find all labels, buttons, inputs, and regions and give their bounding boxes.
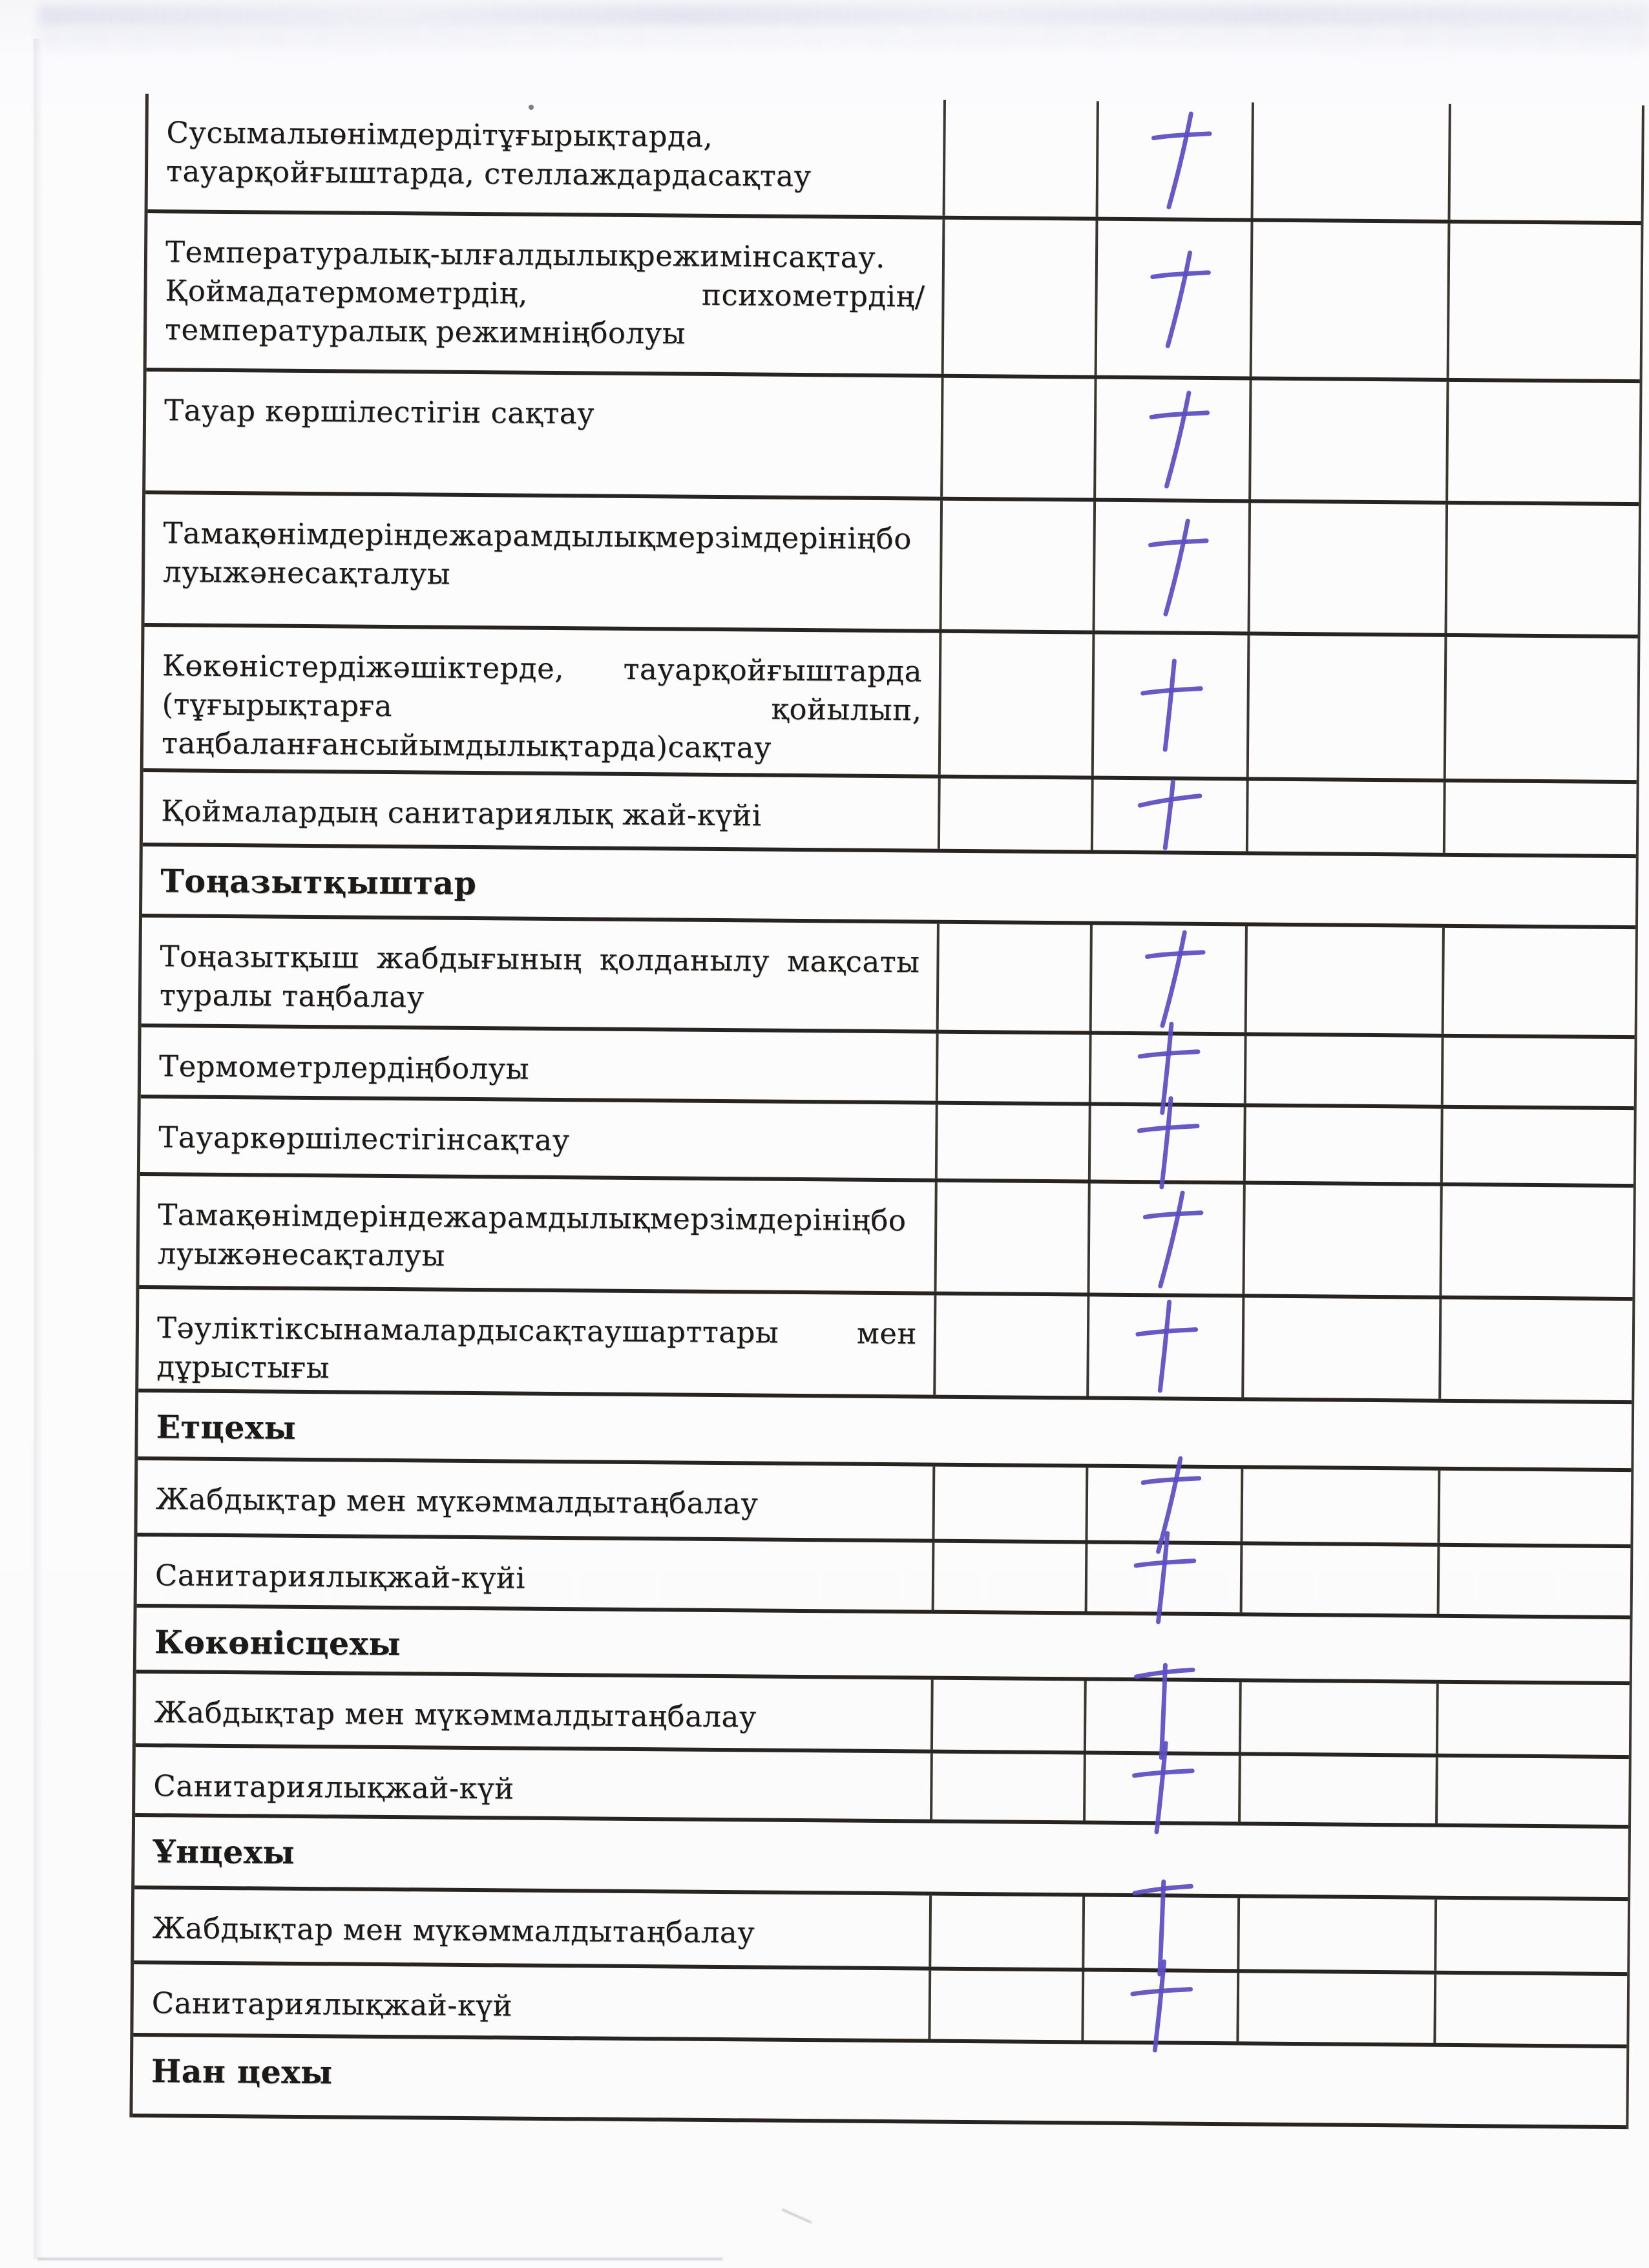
row-empty-cell <box>1246 635 1445 778</box>
handwritten-plus-mark <box>1124 1954 1196 2059</box>
section-header-row <box>136 1608 1630 1685</box>
table-row <box>133 1964 1627 2048</box>
row-empty-cell <box>1240 1469 1438 1542</box>
row-text-cell: Санитариялықжай-күй <box>153 1769 514 1806</box>
row-text-cell: Санитариялықжай-күй <box>151 1986 513 2023</box>
row-empty-cell <box>935 1105 1089 1180</box>
row-check-cell <box>1081 1971 1237 2041</box>
paper-edge-shadow <box>34 39 43 2259</box>
row-empty-cell <box>1437 1471 1631 1544</box>
table-row <box>143 772 1637 858</box>
row-text-cell: Қоймалардың санитариялық жай-күйі <box>161 793 762 833</box>
row-empty-cell <box>1246 781 1444 852</box>
row-empty-cell <box>1242 1184 1440 1295</box>
row-empty-cell <box>928 1971 1082 2041</box>
scan-artifact-top-band-2 <box>39 23 1649 49</box>
row-empty-cell <box>1240 1545 1438 1613</box>
row-empty-cell <box>1440 1109 1634 1184</box>
row-text-cell: Температуралық-ылғалдылықрежимінсақтау. Қоймадатермометрдің, психометрдің/температуралық режимніңболуы <box>164 235 925 351</box>
row-empty-cell <box>1237 1898 1434 1970</box>
row-text-cell: Жабдықтар мен мүкәммалдытаңбалау <box>152 1911 755 1950</box>
handwritten-plus-mark <box>1139 385 1215 493</box>
row-check-cell <box>1089 925 1245 1033</box>
row-empty-cell <box>1436 1684 1630 1755</box>
table-row <box>138 1289 1632 1404</box>
section-header-row <box>134 1817 1628 1901</box>
scan-artifact-bottom-line <box>37 2258 722 2260</box>
row-empty-cell <box>1445 505 1639 635</box>
row-check-cell <box>1085 1544 1241 1612</box>
row-text-cell: Санитариялықжай-күйі <box>154 1558 526 1595</box>
row-text-cell: Тауар көршілестігін сақтау <box>163 393 595 431</box>
row-text-cell: Тамақөнімдеріндежарамдылықмерзімдерініңболуыжәнесақталуы <box>162 516 912 591</box>
row-empty-cell <box>1250 222 1448 377</box>
checklist-table <box>129 94 1644 2129</box>
row-empty-cell <box>1447 224 1641 379</box>
row-check-cell <box>1088 1106 1244 1181</box>
table-row <box>148 94 1642 225</box>
row-empty-cell <box>1239 1682 1436 1753</box>
row-check-cell <box>1095 221 1251 377</box>
row-empty-cell <box>1248 380 1446 500</box>
row-empty-cell <box>940 378 1094 498</box>
row-empty-cell <box>1248 503 1446 633</box>
row-empty-cell <box>934 1182 1087 1293</box>
row-empty-cell <box>1442 928 1635 1035</box>
row-empty-cell <box>1441 1038 1635 1106</box>
row-text-cell: Термометрлердіңболуы <box>158 1049 530 1086</box>
table-row <box>137 1537 1631 1619</box>
row-empty-cell <box>1439 1186 1633 1297</box>
handwritten-plus-mark <box>1132 1185 1209 1293</box>
row-empty-cell <box>1444 637 1638 780</box>
handwritten-plus-mark <box>1135 653 1206 758</box>
row-check-cell <box>1083 1754 1239 1822</box>
section-title: Ұнцехы <box>152 1832 295 1871</box>
row-check-cell <box>1086 1297 1242 1398</box>
handwritten-plus-mark <box>1129 1294 1201 1399</box>
table-row <box>139 1176 1633 1301</box>
row-check-cell <box>1091 635 1248 777</box>
row-empty-cell <box>943 100 1097 217</box>
table-row <box>135 1747 1629 1829</box>
section-title: Көкөнісцехы <box>154 1623 401 1663</box>
section-header-row <box>132 2037 1626 2129</box>
row-empty-cell <box>1238 1756 1436 1823</box>
row-empty-cell <box>1243 1107 1441 1182</box>
handwritten-plus-mark <box>1139 245 1216 353</box>
row-empty-cell <box>929 1896 1082 1968</box>
section-title: Нан цехы <box>151 2052 333 2092</box>
row-text-cell: Жабдықтар мен мүкәммалдытаңбалау <box>154 1695 757 1734</box>
row-check-cell <box>1093 379 1249 499</box>
row-text-cell: Көкөністердіжәшіктерде, тауарқойғыштарда (тұғырықтарға қойылып, таңбаланғансыйымдылықтарда)сақтау <box>161 648 923 765</box>
table-row <box>143 627 1638 784</box>
row-empty-cell <box>1245 926 1442 1033</box>
row-empty-cell <box>1445 382 1639 502</box>
scan-artifact-top-band <box>39 5 1649 25</box>
row-empty-cell <box>1443 782 1637 854</box>
table-row <box>134 1889 1628 1976</box>
table-row <box>137 1460 1631 1548</box>
row-empty-cell <box>1236 1973 1434 2042</box>
row-check-cell <box>1087 1184 1243 1294</box>
row-empty-cell <box>1241 1297 1439 1398</box>
row-text-cell: Тауаркөршілестігінсақтау <box>158 1120 570 1158</box>
table-row <box>140 1098 1634 1188</box>
row-empty-cell <box>1434 1900 1628 1972</box>
table-row <box>141 1027 1635 1110</box>
table-row <box>142 918 1635 1039</box>
row-empty-cell <box>940 501 1094 631</box>
row-empty-cell <box>1448 104 1642 221</box>
row-text-cell: Тоңазытқыш жабдығының қолданылу мақсаты туралы таңбалау <box>159 939 920 1014</box>
row-text-cell: Сусымалыөнімдердітұғырықтарда, тауарқойғыштарда, стеллаждардасақтау <box>165 115 812 194</box>
section-header-row <box>138 1392 1632 1472</box>
row-empty-cell <box>1244 1036 1442 1104</box>
row-empty-cell <box>938 633 1093 776</box>
section-header-row <box>142 846 1636 929</box>
row-empty-cell <box>936 1034 1089 1102</box>
table-row <box>136 1674 1630 1759</box>
row-empty-cell <box>932 1543 1086 1612</box>
row-check-cell <box>1093 502 1249 632</box>
row-empty-cell <box>1438 1299 1632 1400</box>
section-title: Тоңазытқыштар <box>160 862 477 903</box>
row-check-cell <box>1091 780 1246 852</box>
faint-pencil-mark <box>782 2209 812 2223</box>
row-empty-cell <box>1433 1975 1627 2044</box>
row-check-cell <box>1096 101 1252 218</box>
row-empty-cell <box>930 1680 1084 1751</box>
row-empty-cell <box>932 1467 1086 1540</box>
table-row <box>145 372 1639 506</box>
table-row <box>147 213 1641 383</box>
row-text-cell: Тәуліктіксынамалардысақтаушарттары мен дұрыстығы <box>156 1310 918 1385</box>
table-row <box>145 494 1639 638</box>
handwritten-plus-mark <box>1131 1091 1203 1195</box>
handwritten-plus-mark <box>1140 106 1217 214</box>
row-empty-cell <box>938 779 1091 850</box>
handwritten-plus-mark <box>1137 513 1214 621</box>
row-empty-cell <box>930 1754 1084 1821</box>
row-text-cell: Жабдықтар мен мүкәммалдытаңбалау <box>155 1482 759 1521</box>
row-empty-cell <box>933 1296 1087 1396</box>
row-empty-cell <box>1251 102 1449 219</box>
row-empty-cell <box>936 924 1090 1031</box>
row-empty-cell <box>941 220 1096 375</box>
section-title: Етцехы <box>156 1408 297 1447</box>
row-empty-cell <box>1437 1547 1631 1615</box>
row-text-cell: Тамақөнімдеріндежарамдылықмерзімдерініңболуыжәнесақталуы <box>157 1197 907 1273</box>
row-empty-cell <box>1435 1758 1629 1825</box>
